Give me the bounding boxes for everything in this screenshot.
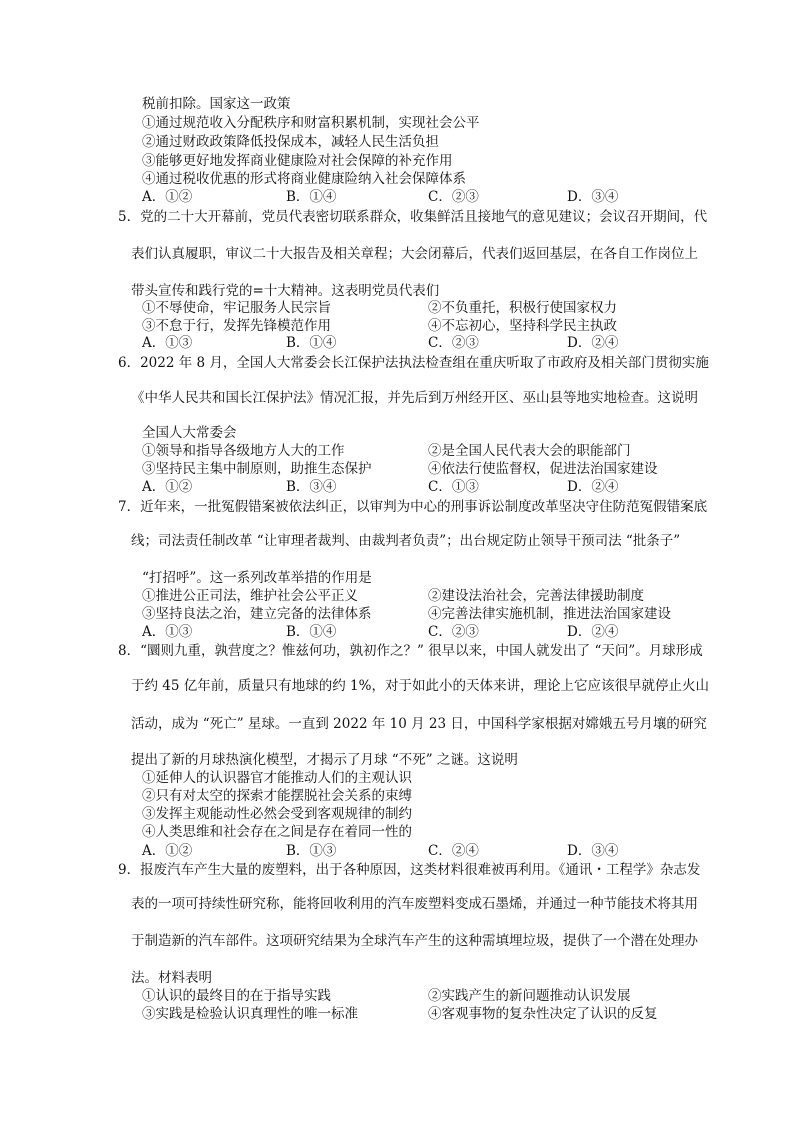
q8-item-3: ③发挥主观能动性必然会受到客观规律的制约: [142, 806, 412, 822]
q6-option-b: B．③④: [286, 479, 337, 495]
q7-stem-line-1: 7．近年来，一批冤假错案被依法纠正，以审判为中心的刑事诉讼制度改革坚决守住防范冤假错案底: [118, 499, 708, 515]
q7-item-4: ④完善法律实施机制，推进法治国家建设: [428, 606, 671, 622]
q7-option-c: C．②③: [428, 624, 479, 640]
q6-option-c: C．①③: [428, 479, 479, 495]
q8-stem-line-4: 提出了新的月球热演化模型，才揭示了月球 “不死” 之谜。这说明: [131, 752, 518, 768]
q5-option-a: A．①③: [142, 335, 193, 351]
q8-option-b: B．①③: [286, 843, 337, 859]
q6-stem-line-1: 6．2022 年 8 月，全国人大常委会长江保护法执法检查组在重庆听取了市政府及相关部门贯彻实施: [118, 355, 709, 371]
q7-option-b: B．①④: [286, 624, 337, 640]
q8-stem-line-3: 活动，成为 “死亡” 星球。一直到 2022 年 10 月 23 日，中国科学家根据对嫦娥五号月壤的研究: [131, 716, 707, 732]
q9-stem-line-2: 表的一项可持续性研究称，能将回收利用的汽车废塑料变成石墨烯，并通过一种节能技术将其用: [131, 896, 698, 912]
q4-item-2: ②通过财政政策降低投保成本，减轻人民生活负担: [142, 134, 439, 150]
q8-option-a: A．①②: [142, 843, 193, 859]
q9-stem-line-1: 9．报废汽车产生大量的废塑料，出于各种原因，这类材料很难被再利用。《通讯・工程学》杂志发: [118, 862, 701, 878]
q7-stem-line-2: 线；司法责任制改革 “让审理者裁判、由裁判者负责”；出台规定防止领导干预司法 “批条子”: [131, 533, 681, 549]
q7-option-d: D．②④: [567, 624, 619, 640]
q9-item-1: ①认识的最终目的在于指导实践: [142, 988, 331, 1004]
q7-item-1: ①推进公正司法，维护社会公平正义: [142, 588, 358, 604]
q5-item-4: ④不忘初心，坚持科学民主执政: [428, 318, 617, 334]
q7-option-a: A．①③: [142, 624, 193, 640]
q9-item-3: ③实践是检验认识真理性的唯一标准: [142, 1006, 358, 1022]
q5-option-b: B．①④: [286, 335, 337, 351]
q4-item-3: ③能够更好地发挥商业健康险对社会保障的补充作用: [142, 153, 453, 169]
q5-item-3: ③不怠于行，发挥先锋模范作用: [142, 318, 331, 334]
q8-stem-line-2: 于约 45 亿年前，质量只有地球的约 1%，对于如此小的天体来讲，理论上它应该很早就停止火山: [131, 678, 709, 694]
q9-item-4: ④客观事物的复杂性决定了认识的反复: [428, 1006, 658, 1022]
q4-option-d: D．③④: [567, 189, 619, 205]
q4-stem-end: 税前扣除。国家这一政策: [142, 96, 291, 112]
q8-option-d: D．③④: [567, 843, 619, 859]
q4-option-c: C．②③: [428, 189, 479, 205]
q8-item-4: ④人类思维和社会存在之间是存在着同一性的: [142, 824, 412, 840]
q6-item-2: ②是全国人民代表大会的职能部门: [428, 443, 631, 459]
q8-option-c: C．②④: [428, 843, 479, 859]
q4-item-1: ①通过规范收入分配秩序和财富积累机制，实现社会公平: [142, 115, 480, 131]
q6-option-a: A．①②: [142, 479, 193, 495]
q6-stem-line-2: 《中华人民共和国长江保护法》情况汇报，并先后到万州经开区、巫山县等地实地检查。这说明: [131, 390, 698, 406]
q5-item-1: ①不辱使命，牢记服务人民宗旨: [142, 300, 331, 316]
q7-stem-line-3: “打招呼”。这一系列改革举措的作用是: [142, 570, 372, 586]
q5-item-2: ②不负重托，积极行使国家权力: [428, 300, 617, 316]
q9-stem-line-4: 法。材料表明: [131, 970, 212, 986]
q5-stem-line-2: 表们认真履职，审议二十大报告及相关章程；大会闭幕后，代表们返回基层，在各自工作岗位上: [131, 246, 698, 262]
q4-option-a: A．①②: [142, 189, 193, 205]
q5-stem-line-3: 带头宣传和践行党的=十大精神。这表明党员代表们: [131, 283, 440, 299]
q8-item-1: ①延伸人的认识器官才能推动人们的主观认识: [142, 770, 412, 786]
q5-stem-line-1: 5．党的二十大开幕前，党员代表密切联系群众，收集鲜活且接地气的意见建议；会议召开期间，代: [118, 209, 708, 225]
q8-stem-line-1: 8．“圜则九重，孰营度之？惟兹何功，孰初作之？” 很早以来，中国人就发出了 “天问”。月球形成: [118, 643, 703, 659]
q6-item-1: ①领导和指导各级地方人大的工作: [142, 443, 345, 459]
q6-item-3: ③坚持民主集中制原则，助推生态保护: [142, 461, 372, 477]
q4-option-b: B．①④: [286, 189, 337, 205]
q9-stem-line-3: 于制造新的汽车部件。这项研究结果为全球汽车产生的这种需填埋垃圾，提供了一个潜在处理办: [131, 933, 698, 949]
q4-item-4: ④通过税收优惠的形式将商业健康险纳入社会保障体系: [142, 171, 466, 187]
q7-item-2: ②建设法治社会，完善法律援助制度: [428, 588, 644, 604]
q6-item-4: ④依法行使监督权，促进法治国家建设: [428, 461, 658, 477]
q9-item-2: ②实践产生的新问题推动认识发展: [428, 988, 631, 1004]
q6-stem-line-3: 全国人大常委会: [142, 425, 237, 441]
q8-item-2: ②只有对太空的探索才能摆脱社会关系的束缚: [142, 788, 412, 804]
q5-option-c: C．②③: [428, 335, 479, 351]
q6-option-d: D．②④: [567, 479, 619, 495]
q5-option-d: D．②④: [567, 335, 619, 351]
q7-item-3: ③坚持良法之治，建立完备的法律体系: [142, 606, 372, 622]
